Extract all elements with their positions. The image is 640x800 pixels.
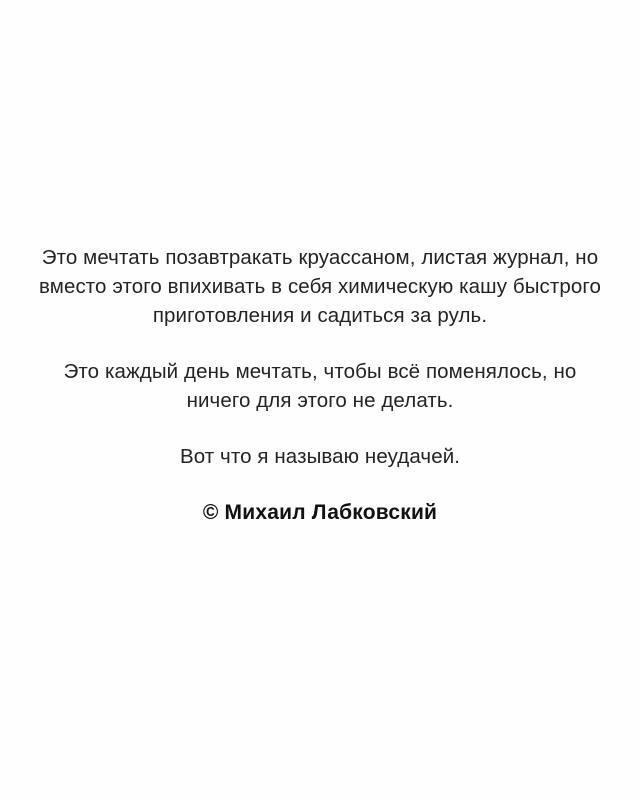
author-name: Михаил Лабковский: [224, 501, 438, 525]
copyright-icon: ©: [202, 501, 219, 525]
quote-text-block: [34, 243, 606, 526]
quote-paragraph-2: Это каждый день мечтать, чтобы всё поменялось, но ничего для этого не делать.: [63, 360, 577, 413]
quote-paragraph-3: Вот что я называю неудачей.: [179, 445, 461, 469]
author-attribution: [203, 501, 437, 525]
quote-paragraph-1: Это мечтать позавтракать круассаном, листая журнал, но вместо этого впихивать в себя химическую кашу быстрого приготовления и садиться за руль.: [38, 245, 602, 327]
